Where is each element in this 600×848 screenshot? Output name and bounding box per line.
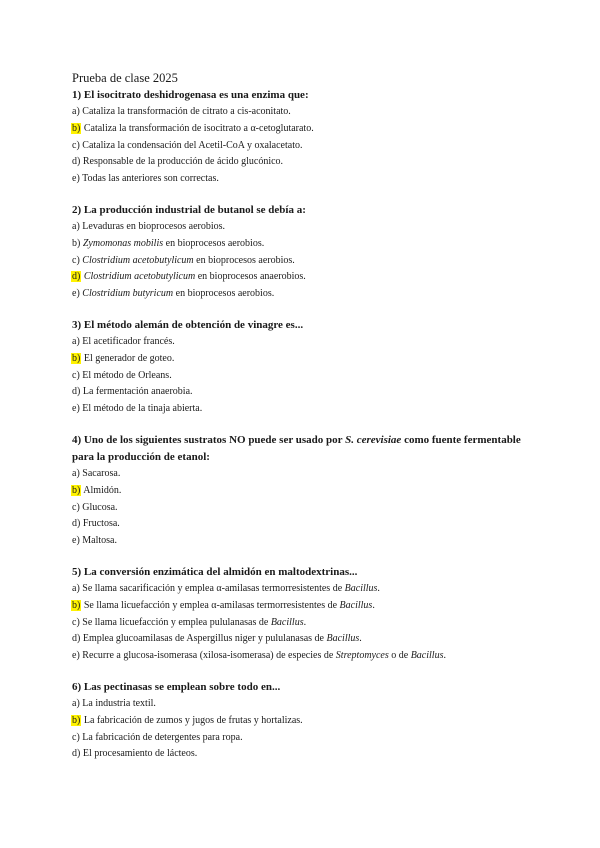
species-name: Clostridium acetobutylicum <box>82 254 194 266</box>
option-text: La fermentación anaerobia. <box>82 386 193 398</box>
option-2d <box>72 269 542 286</box>
species-name: Bacillus <box>344 582 378 594</box>
option-text: El acetificador francés. <box>82 335 175 347</box>
option-end: . <box>443 650 446 662</box>
option-text: Se llama sacarificación y emplea α-amilasas termorresistentes de <box>82 582 345 594</box>
highlighted-option-letter: b) <box>72 599 81 611</box>
option-text: en bioprocesos aerobios. <box>173 288 275 300</box>
option-letter: c) <box>72 139 80 151</box>
question-3 <box>72 317 542 418</box>
document-page <box>72 70 542 777</box>
species-name: Clostridium butyricum <box>82 288 174 300</box>
option-text: El procesamiento de lácteos. <box>82 748 198 760</box>
option-2b <box>72 236 542 253</box>
option-letter: c) <box>72 616 80 628</box>
option-letter: e) <box>72 403 80 415</box>
option-5c <box>72 615 542 632</box>
option-1c <box>72 138 542 155</box>
highlighted-option-letter: b) <box>72 352 81 364</box>
option-1d <box>72 154 542 171</box>
option-text: El método de Orleans. <box>82 369 172 381</box>
option-letter: c) <box>72 369 80 381</box>
option-4b <box>72 483 542 500</box>
option-4a <box>72 466 542 483</box>
option-end: . <box>359 633 362 645</box>
question-6-text: 6) Las pectinasas se emplean sobre todo en... <box>72 680 281 693</box>
option-5e <box>72 648 542 665</box>
option-text: Fructosa. <box>82 518 120 530</box>
option-3b <box>72 351 542 368</box>
option-letter: e) <box>72 288 80 300</box>
question-5-text: 5) La conversión enzimática del almidón en maltodextrinas... <box>72 565 358 578</box>
highlighted-option-letter: b) <box>72 484 81 496</box>
option-letter: e) <box>72 650 80 662</box>
option-2e <box>72 286 542 303</box>
option-text: Almidón. <box>83 484 122 496</box>
option-text: Maltosa. <box>82 535 117 547</box>
option-end: . <box>303 616 307 628</box>
option-text: Sacarosa. <box>82 467 121 479</box>
option-text: La fabricación de zumos y jugos de frutas y hortalizas. <box>83 714 303 726</box>
option-letter: a) <box>72 220 80 232</box>
species-name: Clostridium acetobutylicum <box>83 271 196 283</box>
question-1 <box>72 87 542 188</box>
option-text: Levaduras en bioprocesos aerobios. <box>82 220 226 232</box>
option-text: Todas las anteriores son correctas. <box>82 173 219 185</box>
option-1e <box>72 171 542 188</box>
question-1-text: 1) El isocitrato deshidrogenasa es una enzima que: <box>72 89 309 101</box>
option-text: Cataliza la condensación del Acetil-CoA y oxalacetato. <box>82 139 303 151</box>
option-end: . <box>377 582 380 594</box>
option-letter: c) <box>72 501 80 513</box>
question-6 <box>72 679 542 763</box>
option-letter: d) <box>72 386 81 398</box>
option-letter: d) <box>72 518 81 530</box>
question-text-part: 4) Uno de los siguientes sustratos NO puede ser usado por <box>72 433 346 446</box>
species-name: Zymomonas mobilis <box>82 237 164 249</box>
option-2c <box>72 253 542 270</box>
species-name: Bacillus <box>410 650 444 662</box>
option-text: Cataliza la transformación de isocitrato a α-cetoglutarato. <box>83 122 314 134</box>
option-text: Recurre a glucosa-isomerasa (xilosa-isomerasa) de especies de <box>82 650 336 662</box>
option-letter: e) <box>72 173 80 185</box>
option-6a <box>72 696 542 713</box>
option-6d <box>72 746 542 763</box>
option-3e <box>72 401 542 418</box>
option-letter: e) <box>72 535 80 547</box>
option-letter: c) <box>72 731 80 743</box>
option-letter: d) <box>72 748 81 760</box>
option-text: en bioprocesos anaerobios. <box>195 271 306 283</box>
option-letter: a) <box>72 335 80 347</box>
option-6c <box>72 730 542 747</box>
species-name: Bacillus <box>270 616 304 628</box>
question-5 <box>72 564 542 665</box>
option-3c <box>72 368 542 385</box>
option-text: Se llama licuefacción y emplea α-amilasas termorresistentes de <box>83 599 340 611</box>
option-text: La industria textil. <box>82 697 156 709</box>
option-text: Se llama licuefacción y emplea pululanasas de <box>82 616 271 628</box>
species-name: Bacillus <box>339 599 373 611</box>
option-5a <box>72 581 542 598</box>
option-letter: b) <box>72 237 81 249</box>
question-4 <box>72 432 542 550</box>
option-5b <box>72 598 542 615</box>
option-letter: d) <box>72 633 81 645</box>
option-4c <box>72 500 542 517</box>
species-name: Bacillus <box>326 633 360 645</box>
species-name: Streptomyces <box>335 650 389 662</box>
option-text: Responsable de la producción de ácido glucónico. <box>82 156 284 168</box>
option-3a <box>72 334 542 351</box>
question-text-part: para la producción de etanol: <box>72 450 210 463</box>
species-name: S. cerevisiae <box>345 433 402 446</box>
question-4-text <box>72 432 542 466</box>
option-text: en bioprocesos aerobios. <box>163 237 265 249</box>
option-text: Emplea glucoamilasas de Aspergillus niger y pululanasas de <box>82 633 327 645</box>
option-text: Glucosa. <box>82 501 118 513</box>
option-6b <box>72 713 542 730</box>
highlighted-option-letter: d) <box>72 271 81 283</box>
option-mid: o de <box>388 650 411 662</box>
option-letter: a) <box>72 467 80 479</box>
option-letter: a) <box>72 697 80 709</box>
option-text: Cataliza la transformación de citrato a cis-aconitato. <box>82 106 291 117</box>
option-4e <box>72 533 542 550</box>
highlighted-option-letter: b) <box>72 714 81 726</box>
option-text: en bioprocesos aerobios. <box>193 254 295 266</box>
option-letter: c) <box>72 254 80 266</box>
option-text: El generador de goteo. <box>83 352 175 364</box>
question-2-text: 2) La producción industrial de butanol se debía a: <box>72 203 306 216</box>
highlighted-option-letter: b) <box>72 122 81 134</box>
option-text: La fabricación de detergentes para ropa. <box>82 731 243 743</box>
option-1b <box>72 121 542 138</box>
option-letter: a) <box>72 582 80 594</box>
option-4d <box>72 516 542 533</box>
option-letter: d) <box>72 156 81 168</box>
option-2a <box>72 219 542 236</box>
option-end: . <box>372 599 375 611</box>
option-1a <box>72 104 542 121</box>
question-2 <box>72 202 542 303</box>
option-text: El método de la tinaja abierta. <box>82 403 203 415</box>
option-3d <box>72 384 542 401</box>
document-title: Prueba de clase 2025 <box>72 71 178 85</box>
question-text-part: como fuente fermentable <box>401 433 521 446</box>
option-5d <box>72 631 542 648</box>
question-3-text: 3) El método alemán de obtención de vinagre es... <box>72 318 304 331</box>
option-letter: a) <box>72 106 80 117</box>
